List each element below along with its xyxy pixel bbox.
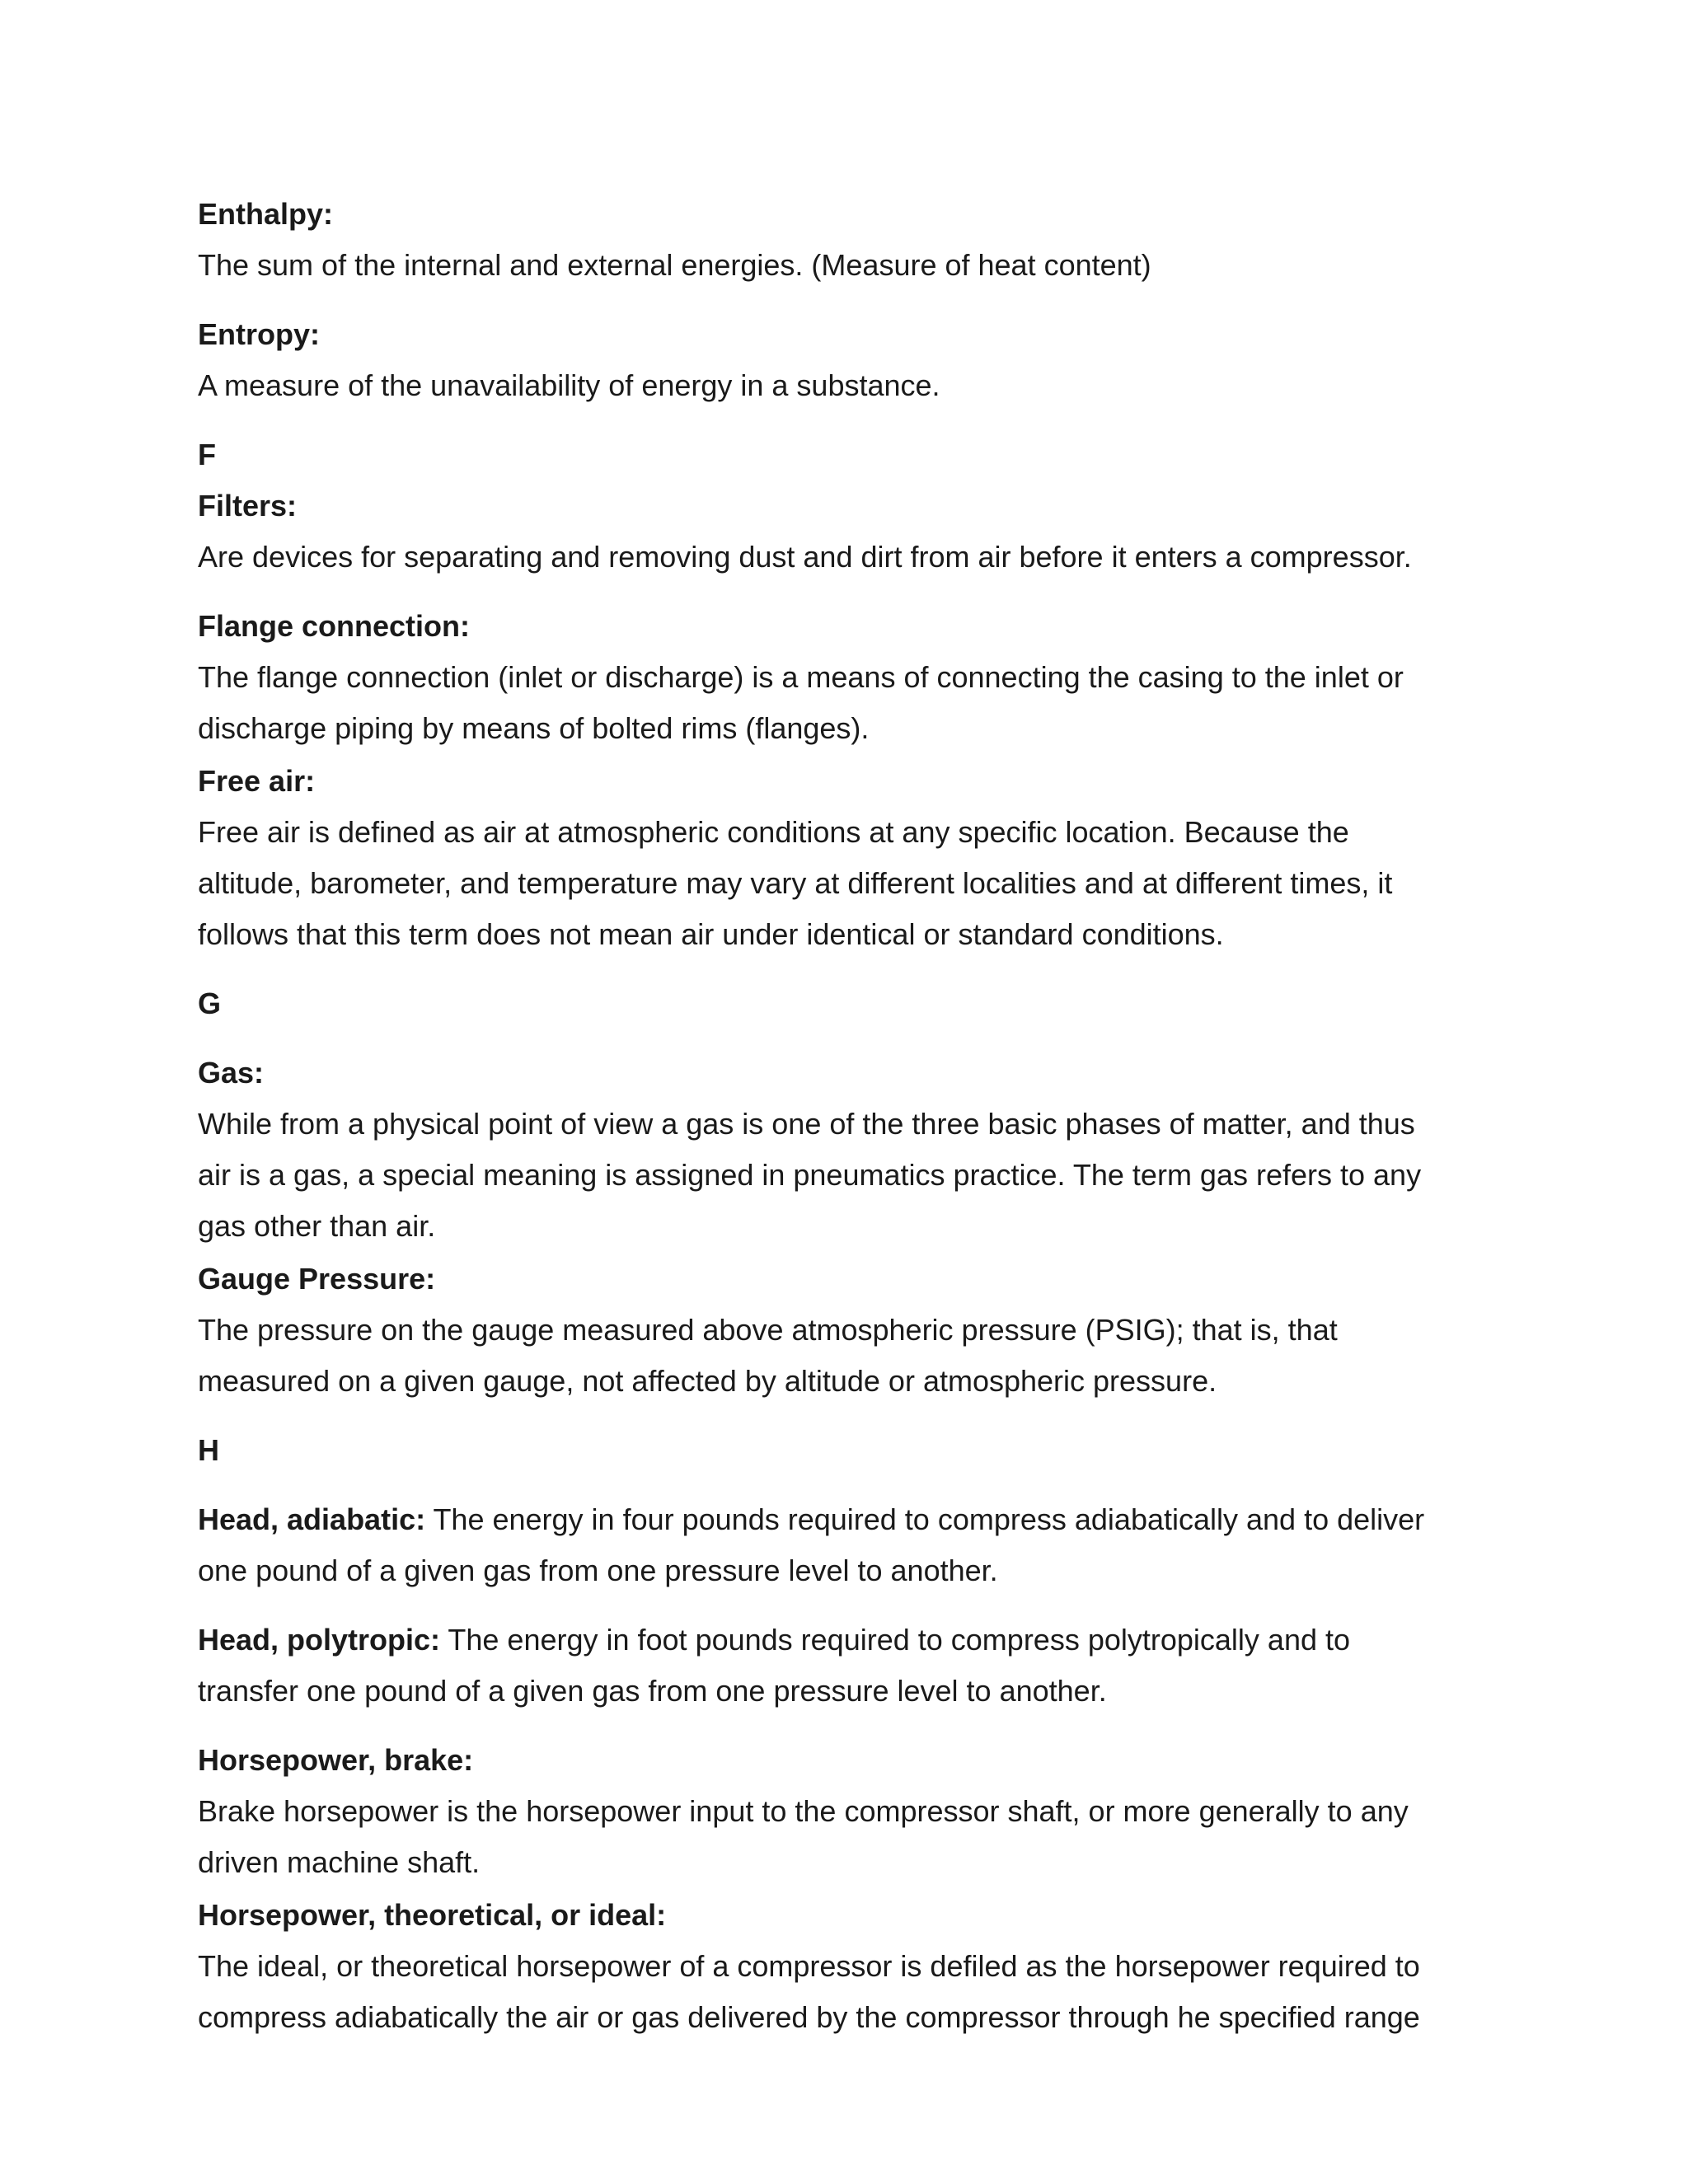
definition-horsepower-brake-line-2: driven machine shaft.	[198, 1845, 481, 1879]
term-free-air: Free air:	[198, 764, 316, 798]
definition-flange-connection-line-2: discharge piping by means of bolted rims (flanges).	[198, 711, 870, 745]
term-head-polytropic: Head, polytropic:	[198, 1623, 441, 1657]
definition-gauge-pressure-line-1: The pressure on the gauge measured above atmospheric pressure (PSIG); that is, that	[198, 1313, 1338, 1347]
term-flange-connection: Flange connection:	[198, 609, 471, 643]
definition-head-adiabatic-start: The energy in four pounds required to compress adiabatically and to deliver	[425, 1502, 1425, 1536]
definition-head-polytropic-start: The energy in foot pounds required to compress polytropically and to	[440, 1623, 1351, 1657]
definition-free-air-line-1: Free air is defined as air at atmospheric conditions at any specific location. Because the	[198, 815, 1349, 849]
term-head-adiabatic: Head, adiabatic:	[198, 1502, 426, 1536]
definition-gas-line-2: air is a gas, a special meaning is assigned in pneumatics practice. The term gas refers to any	[198, 1158, 1422, 1192]
definition-gas-line-1: While from a physical point of view a gas is one of the three basic phases of matter, and thus	[198, 1107, 1415, 1141]
definition-gauge-pressure-line-2: measured on a given gauge, not affected by altitude or atmospheric pressure.	[198, 1364, 1217, 1398]
definition-horsepower-theoretical-line-1: The ideal, or theoretical horsepower of a compressor is defiled as the horsepower required to	[198, 1949, 1420, 1983]
definition-enthalpy: The sum of the internal and external energies. (Measure of heat content)	[198, 248, 1151, 282]
term-horsepower-theoretical: Horsepower, theoretical, or ideal:	[198, 1898, 667, 1932]
definition-filters: Are devices for separating and removing dust and dirt from air before it enters a compressor.	[198, 540, 1412, 574]
term-horsepower-brake: Horsepower, brake:	[198, 1743, 474, 1777]
definition-head-adiabatic-line-2: one pound of a given gas from one pressure level to another.	[198, 1554, 998, 1587]
definition-free-air-line-3: follows that this term does not mean air under identical or standard conditions.	[198, 917, 1224, 951]
term-gauge-pressure: Gauge Pressure:	[198, 1262, 436, 1296]
section-letter-f: F	[198, 438, 216, 471]
definition-free-air-line-2: altitude, barometer, and temperature may vary at different localities and at different times, it	[198, 866, 1393, 900]
definition-flange-connection-line-1: The flange connection (inlet or discharge) is a means of connecting the casing to the inlet or	[198, 660, 1404, 694]
entry-head-polytropic-line-1	[198, 1622, 1350, 1658]
entry-head-adiabatic-line-1	[198, 1502, 1424, 1538]
section-letter-h: H	[198, 1433, 219, 1467]
definition-entropy: A measure of the unavailability of energy in a substance.	[198, 368, 940, 402]
section-letter-g: G	[198, 987, 222, 1020]
term-gas: Gas:	[198, 1056, 265, 1090]
term-enthalpy: Enthalpy:	[198, 197, 334, 231]
term-entropy: Entropy:	[198, 317, 320, 351]
definition-head-polytropic-line-2: transfer one pound of a given gas from one pressure level to another.	[198, 1674, 1107, 1708]
definition-gas-line-3: gas other than air.	[198, 1209, 436, 1243]
term-filters: Filters:	[198, 489, 298, 523]
definition-horsepower-theoretical-line-2: compress adiabatically the air or gas delivered by the compressor through he specified range	[198, 2000, 1420, 2034]
definition-horsepower-brake-line-1: Brake horsepower is the horsepower input to the compressor shaft, or more generally to any	[198, 1794, 1409, 1828]
